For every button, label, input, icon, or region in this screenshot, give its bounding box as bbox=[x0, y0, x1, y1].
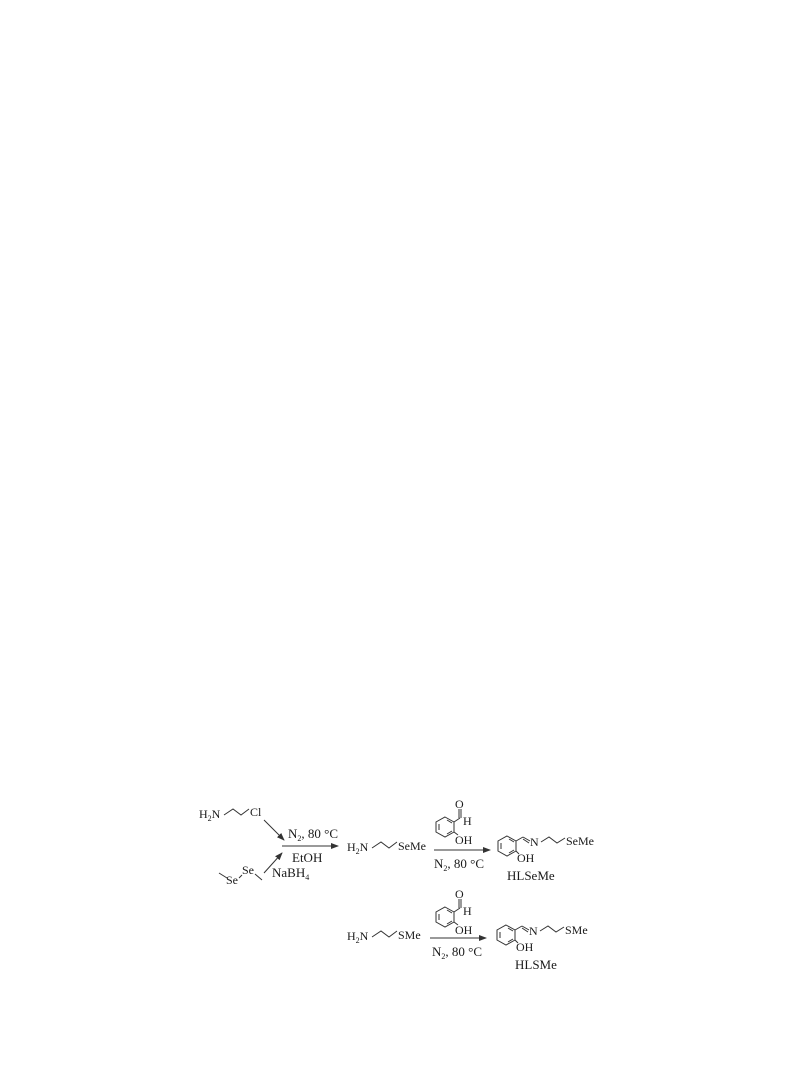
aldehyde-bond bbox=[454, 818, 460, 822]
step3 bbox=[430, 938, 486, 961]
imine-n-label: N bbox=[529, 924, 538, 938]
step2 bbox=[434, 850, 490, 873]
imine-n-label: N bbox=[530, 835, 539, 849]
semethyl-label: SeMe bbox=[398, 839, 426, 853]
propyl-chain-bonds bbox=[541, 837, 565, 843]
smethyl-label: SMe bbox=[398, 928, 421, 942]
smethyl-label: SMe bbox=[565, 923, 588, 937]
cl-label: Cl bbox=[250, 805, 262, 819]
reactant-dimethyl-diselenide bbox=[219, 863, 262, 887]
step1-condition-solvent: EtOH bbox=[292, 850, 323, 865]
product-hlseme bbox=[498, 834, 594, 883]
reactant-chloropropylamine bbox=[199, 805, 262, 823]
hydrogen-label: H bbox=[463, 904, 472, 918]
oxygen-label: O bbox=[455, 797, 464, 811]
n-label: N bbox=[211, 807, 221, 821]
intermediate-selenoamine bbox=[347, 839, 426, 856]
hydroxyl-label: OH bbox=[455, 923, 473, 937]
propyl-chain-bonds bbox=[540, 926, 564, 932]
hydroxyl-label: OH bbox=[516, 940, 534, 954]
converging-arrow-top bbox=[264, 820, 284, 840]
h-label: H bbox=[347, 840, 356, 854]
compound-name-hlsme: HLSMe bbox=[515, 957, 557, 972]
semethyl-label: SeMe bbox=[566, 834, 594, 848]
salicylaldehyde-bottom bbox=[436, 887, 473, 937]
step2-condition: $N_2$, 80 °C bbox=[434, 856, 485, 873]
svg-text:H2N: $H_2N$ bbox=[347, 840, 369, 856]
h2-subscript: 2 bbox=[207, 814, 212, 823]
se-label-1: Se bbox=[226, 873, 238, 887]
svg-text:H2N: $H_2N$ bbox=[347, 929, 369, 945]
step1-condition-top: $N_2$, 80 °C bbox=[288, 826, 339, 843]
salicylaldehyde-top bbox=[436, 797, 473, 847]
svg-text:H2N bbox=[199, 807, 221, 823]
methyl-bond-2 bbox=[255, 874, 262, 880]
propyl-chain-bonds bbox=[224, 809, 249, 815]
hydrogen-label: H bbox=[463, 814, 472, 828]
compound-name-hlseme: HLSeMe bbox=[507, 868, 555, 883]
intermediate-thioamine bbox=[347, 928, 421, 945]
hydroxyl-label: OH bbox=[517, 851, 535, 865]
product-hlsme bbox=[497, 923, 588, 972]
se-label-2: Se bbox=[242, 863, 254, 877]
h-label: H bbox=[347, 929, 356, 943]
propyl-chain-bonds bbox=[372, 931, 397, 937]
step3-condition: $N_2$, 80 °C bbox=[432, 944, 483, 961]
oxygen-label: O bbox=[455, 887, 464, 901]
step1 bbox=[264, 820, 338, 882]
hydroxyl-label: OH bbox=[455, 833, 473, 847]
propyl-chain-bonds bbox=[372, 842, 397, 848]
aldehyde-bond bbox=[454, 908, 460, 912]
h-label: H bbox=[199, 807, 208, 821]
step1-condition-reagent: NaBH$_4$ bbox=[272, 865, 310, 882]
